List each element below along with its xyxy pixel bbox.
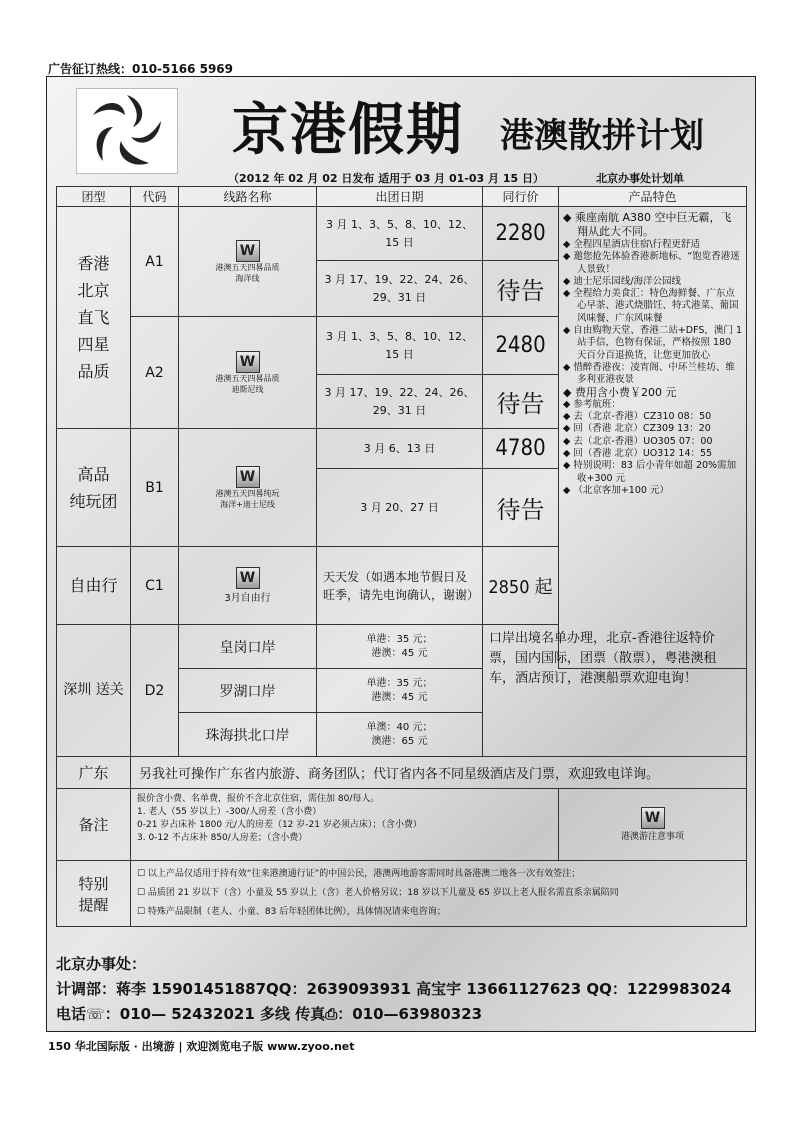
note-line: 1. 老人（55 岁以上）-300/人房差（含小费） (137, 807, 322, 817)
reminder-label (57, 861, 131, 927)
date-b1-1: 3 月 6、13 日 (317, 429, 483, 469)
date-line: 3 月 1、3、5、8、10、12、 (326, 217, 473, 231)
reminder-line: ☐ 以上产品仅适用于持有效“往来港澳通行证”的中国公民，港澳两地游客需同时具备港澳二地各一次有效签注； (137, 869, 581, 879)
group-label-line: 四星 (77, 335, 110, 354)
note-line: 0-21 岁占床补 1800 元/人的房差（12 岁-21 岁必须占床）；（含小费） (137, 820, 422, 830)
feature-item: ◆ （北京客加+100 元） (563, 484, 669, 496)
route-a1 (179, 207, 317, 317)
header-type: 团型 (57, 187, 131, 207)
fare-line: 单港：35 元； (366, 677, 433, 689)
code-d2: D2 (131, 625, 179, 757)
w-logo-icon: W (236, 466, 260, 488)
fare-line: 港澳：45 元 (371, 691, 428, 703)
publish-info: （2012 年 02 月 02 日发布 适用于 03 月 01-03 月 15 日） (228, 172, 544, 185)
port-huanggang: 皇岗口岸 (179, 625, 317, 669)
date-b1-2: 3 月 20、27 日 (317, 469, 483, 547)
date-line: 3 月 17、19、22、24、26、 (324, 385, 475, 399)
feature-item: ◆ 迪士尼乐园线/海洋公园线 (563, 275, 682, 287)
table-row (57, 789, 747, 861)
page-footer: 150 华北国际版 · 出境游 | 欢迎浏览电子版 www.zyoo.net (48, 1040, 355, 1053)
w-logo-icon: W (641, 807, 665, 829)
office-phone-fax: 电话☏：010— 52432021 多线 传真⎙：010—63980323 (56, 1005, 483, 1023)
route-name: 3月自由行 (224, 593, 271, 604)
feature-item: ◆ 特别说明：83 后小青年如超 20%需加收+300 元 (563, 460, 737, 484)
code-a1: A1 (131, 207, 179, 317)
feature-item: ◆ 去（北京-香港）CZ310 08：50 (563, 411, 712, 423)
price-a1-1: 2280 (483, 207, 559, 261)
reminder-label-line: 提醒 (78, 895, 109, 914)
office-contacts: 计调部：蒋李 15901451887QQ：2639093931 高宝宇 13661127623 QQ：1229983024 (56, 980, 732, 998)
notice-label: 港澳游注意事项 (620, 832, 684, 842)
code-b1: B1 (131, 429, 179, 547)
feature-item: ◆ 乘座南航 A380 空中巨无霸，飞翔从此大不同。 (563, 211, 732, 238)
reminder-label-line: 特别 (78, 874, 109, 893)
fare-line: 澳港：65 元 (371, 735, 428, 747)
group-label-line: 北京 (77, 281, 110, 300)
date-line: 29、31 日 (372, 290, 427, 304)
w-logo-icon: W (236, 351, 260, 373)
date-a1-1 (317, 207, 483, 261)
fare-line: 单澳：40 元； (366, 721, 433, 733)
header-price: 同行价 (483, 187, 559, 207)
price-a2-2: 待告 (483, 375, 559, 429)
plan-title: 港澳散拼计划 (500, 116, 704, 156)
note-line: 报价含小费、名单费，报价不含北京住宿，需住加 80/每人。 (137, 794, 380, 804)
w-logo-icon: W (236, 240, 260, 262)
fare-luohu (317, 669, 483, 713)
price-b1-1: 4780 (483, 429, 559, 469)
shenzhen-description: 口岸出境名单办理，北京-香港往返特价票，国内国际，团票（散票），粤港澳租车，酒店预订，港澳船票欢迎电询！ (483, 625, 747, 757)
date-a2-1 (317, 317, 483, 375)
route-name-2: 海洋线 (235, 273, 260, 283)
feature-list (559, 207, 747, 669)
route-name: 港澳五天四晷品质 (215, 373, 280, 383)
route-a2 (179, 317, 317, 429)
price-c1: 2850 起 (483, 547, 559, 625)
group-free-travel: 自由行 (57, 547, 131, 625)
group-shenzhen: 深圳 送关 (57, 625, 131, 757)
office-plan-label: 北京办事处计划单 (596, 172, 684, 185)
guangdong-label: 广东 (57, 757, 131, 789)
code-c1: C1 (131, 547, 179, 625)
table-row (57, 757, 747, 789)
route-c1 (179, 547, 317, 625)
port-luohu: 罗湖口岸 (179, 669, 317, 713)
date-line: 天天发（如遇本地节假日及 (323, 569, 468, 584)
feature-item: ◆ 费用含小费￥200 元 (563, 385, 677, 399)
header-code: 代码 (131, 187, 179, 207)
code-a2: A2 (131, 317, 179, 429)
group-label-line: 纯玩团 (69, 491, 118, 511)
group-premium (57, 429, 131, 547)
price-a2-1: 2480 (483, 317, 559, 375)
date-a2-2 (317, 375, 483, 429)
price-b1-2: 待告 (483, 469, 559, 547)
group-hk-direct (57, 207, 131, 429)
table-row (57, 861, 747, 927)
fare-huanggang (317, 625, 483, 669)
fare-line: 港澳：45 元 (371, 647, 428, 659)
guangdong-text: 另我社可操作广东省内旅游、商务团队；代订省内各不同星级酒店及门票，欢迎致电详询。 (131, 757, 747, 789)
notes-text (131, 789, 559, 861)
reminder-line: ☐ 品质团 21 岁以下（含）小童及 55 岁以上（含）老人价格另议；18 岁以下儿童及 65 岁以上老人报名需直系亲属陪同 (137, 888, 619, 898)
group-label-line: 直飞 (77, 308, 110, 327)
group-label-line: 高品 (77, 464, 110, 484)
route-name-2: 海洋+迪士尼线 (220, 499, 275, 509)
company-logo (76, 88, 178, 174)
group-label-line: 香港 (77, 254, 110, 273)
office-title: 北京办事处： (56, 955, 147, 973)
feature-item: ◆ 去（北京-香港）UO305 07：00 (563, 435, 713, 447)
note-line: 3. 0-12 不占床补 850/人房差；（含小费） (137, 833, 308, 843)
date-c1 (317, 547, 483, 625)
route-name: 港澳五天四晷品质 (215, 262, 280, 272)
beijing-office (56, 952, 731, 1027)
price-a1-2: 待告 (483, 261, 559, 317)
tour-table (56, 186, 747, 927)
feature-item: ◆ 回（香港 北京）CZ309 13：20 (563, 423, 711, 435)
fare-gongbei (317, 713, 483, 757)
route-name-2: 迪斯尼线 (231, 384, 264, 394)
feature-item: ◆ 回（香港 北京）UO312 14：55 (563, 448, 713, 460)
date-line: 旺季，请先电询确认，谢谢） (323, 587, 480, 602)
feature-item: ◆ 惜醉香港夜：凌宵阁、中环兰桂坊、维多利亚港夜景 (563, 361, 735, 386)
brand-title: 京港假期 (232, 97, 464, 163)
header-route: 线路名称 (179, 187, 317, 207)
date-line: 3 月 1、3、5、8、10、12、 (326, 329, 473, 343)
date-line: 3 月 17、19、22、24、26、 (324, 272, 475, 286)
feature-item: ◆ 全程给力美食汇：特色海鲜餐、广东点心早茶、港式烧腊饪、特式港菜、葡国风味餐、广东风味餐 (563, 288, 739, 324)
port-gongbei: 珠海拱北口岸 (179, 713, 317, 757)
route-b1 (179, 429, 317, 547)
group-label-line: 品质 (77, 362, 110, 381)
route-name: 港澳五天四晷纯玩 (215, 488, 280, 498)
table-header-row (57, 187, 747, 207)
date-line: 15 日 (385, 347, 414, 361)
hk-macau-notice[interactable] (559, 789, 747, 861)
date-line: 29、31 日 (372, 403, 427, 417)
reminder-line: ☐ 特殊产品限制（老人、小童、83 后年轻团体比例），具体情况请来电咨询； (137, 907, 446, 917)
feature-item: ◆ 自由购物天堂、香港二站+DFS，澳门 1 站手信，色物有保证，严格按照 180 天百分百退换货，让您更加放心 (563, 325, 742, 361)
date-a1-2 (317, 261, 483, 317)
table-row (57, 625, 747, 669)
notes-label: 备注 (57, 789, 131, 861)
feature-item: ◆ 参考航班： (563, 398, 621, 410)
feature-item: ◆ 邀您抢先体验香港新地标、“饱览香港迷人景致！ (563, 251, 740, 275)
fare-line: 单港：35 元； (366, 633, 433, 645)
feature-item: ◆ 全程四星酒店住宿\行程更舒适 (563, 239, 701, 250)
table-row (57, 207, 747, 261)
header-feature: 产品特色 (559, 187, 747, 207)
reminder-text (131, 861, 747, 927)
w-logo-icon: W (236, 567, 260, 589)
header-date: 出团日期 (317, 187, 483, 207)
date-line: 15 日 (385, 235, 414, 249)
ad-hotline: 广告征订热线：010-5166 5969 (48, 62, 234, 76)
